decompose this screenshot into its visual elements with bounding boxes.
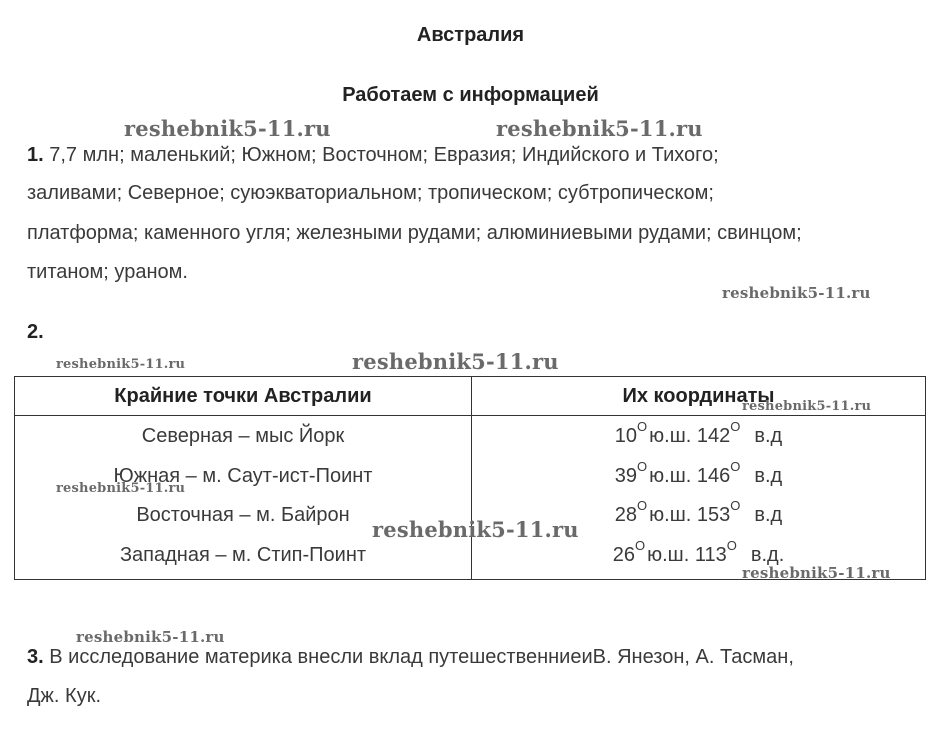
lon-value: 153 [696, 504, 731, 526]
point-west: Западная – м. Стип-Поинт [119, 543, 367, 566]
watermark: reshebnik5-11.ru [76, 628, 225, 646]
task1-line-1 [27, 144, 719, 167]
lon-value: 113 [694, 543, 727, 566]
lat-suffix: ю.ш. [649, 504, 692, 526]
task1-line-3: платформа; каменного угля; железными рудами; алюминиевыми рудами; свинцом; [27, 222, 802, 244]
watermark: reshebnik5-11.ru [742, 564, 891, 582]
header-points: Крайние точки Австралии [15, 377, 472, 416]
task3-text: В исследование материка внесли вклад путешественниеиВ. Янезон, А. Тасман, [49, 646, 794, 668]
task1-line-2: заливами; Северное; суюэкваториальном; тропическом; субтропическом; [27, 182, 714, 204]
degree-symbol: O [726, 537, 737, 553]
watermark: reshebnik5-11.ru [742, 399, 872, 414]
watermark: reshebnik5-11.ru [352, 349, 559, 374]
watermark: reshebnik5-11.ru [124, 116, 331, 141]
page-title: Австралия [416, 24, 525, 46]
lat-value: 10 [614, 425, 638, 447]
lon-value: 146 [696, 464, 731, 487]
point-south: Южная – м. Саут-ист-Поинт [113, 464, 373, 487]
task1-number: 1. [27, 144, 44, 166]
lat-value: 39 [614, 464, 638, 487]
lon-suffix: в.д [754, 425, 783, 447]
degree-symbol: O [637, 419, 648, 434]
lon-suffix: в.д [754, 464, 783, 487]
lat-suffix: ю.ш. [649, 425, 692, 447]
points-cell [15, 416, 472, 580]
degree-symbol: O [730, 419, 741, 434]
watermark: reshebnik5-11.ru [496, 116, 703, 141]
task1-line-4: титаном; ураном. [27, 261, 188, 283]
degree-symbol: O [730, 498, 741, 513]
point-east: Восточная – м. Байрон [136, 504, 350, 526]
point-north: Северная – мыс Йорк [141, 425, 345, 447]
degree-symbol: O [730, 458, 741, 474]
task3-number: 3. [27, 646, 44, 668]
watermark: reshebnik5-11.ru [56, 481, 186, 496]
watermark: reshebnik5-11.ru [372, 517, 579, 542]
header-coordinates: Их координаты [472, 377, 926, 416]
lon-suffix: в.д [754, 504, 783, 526]
task1-text: 7,7 млн; маленький; Южном; Восточном; Евразия; Индийского и Тихого; [49, 144, 719, 166]
degree-symbol: O [637, 458, 648, 474]
task2-number: 2. [27, 321, 44, 343]
watermark: reshebnik5-11.ru [722, 284, 871, 302]
task3-line-1 [27, 646, 794, 669]
lon-value: 142 [696, 425, 731, 447]
task3-line-2: Дж. Кук. [27, 685, 101, 707]
degree-symbol: O [634, 537, 646, 553]
table-body-row [15, 416, 926, 580]
watermark: reshebnik5-11.ru [56, 357, 186, 372]
lat-suffix: ю.ш. [649, 464, 692, 487]
section-subtitle: Работаем с информацией [342, 84, 599, 106]
lat-suffix: ю.ш. [647, 543, 690, 566]
degree-symbol: O [637, 498, 648, 513]
coordinates-cell [472, 416, 926, 580]
lon-suffix: в.д. [750, 543, 785, 566]
lat-value: 28 [614, 504, 638, 526]
lat-value: 26 [612, 543, 635, 566]
